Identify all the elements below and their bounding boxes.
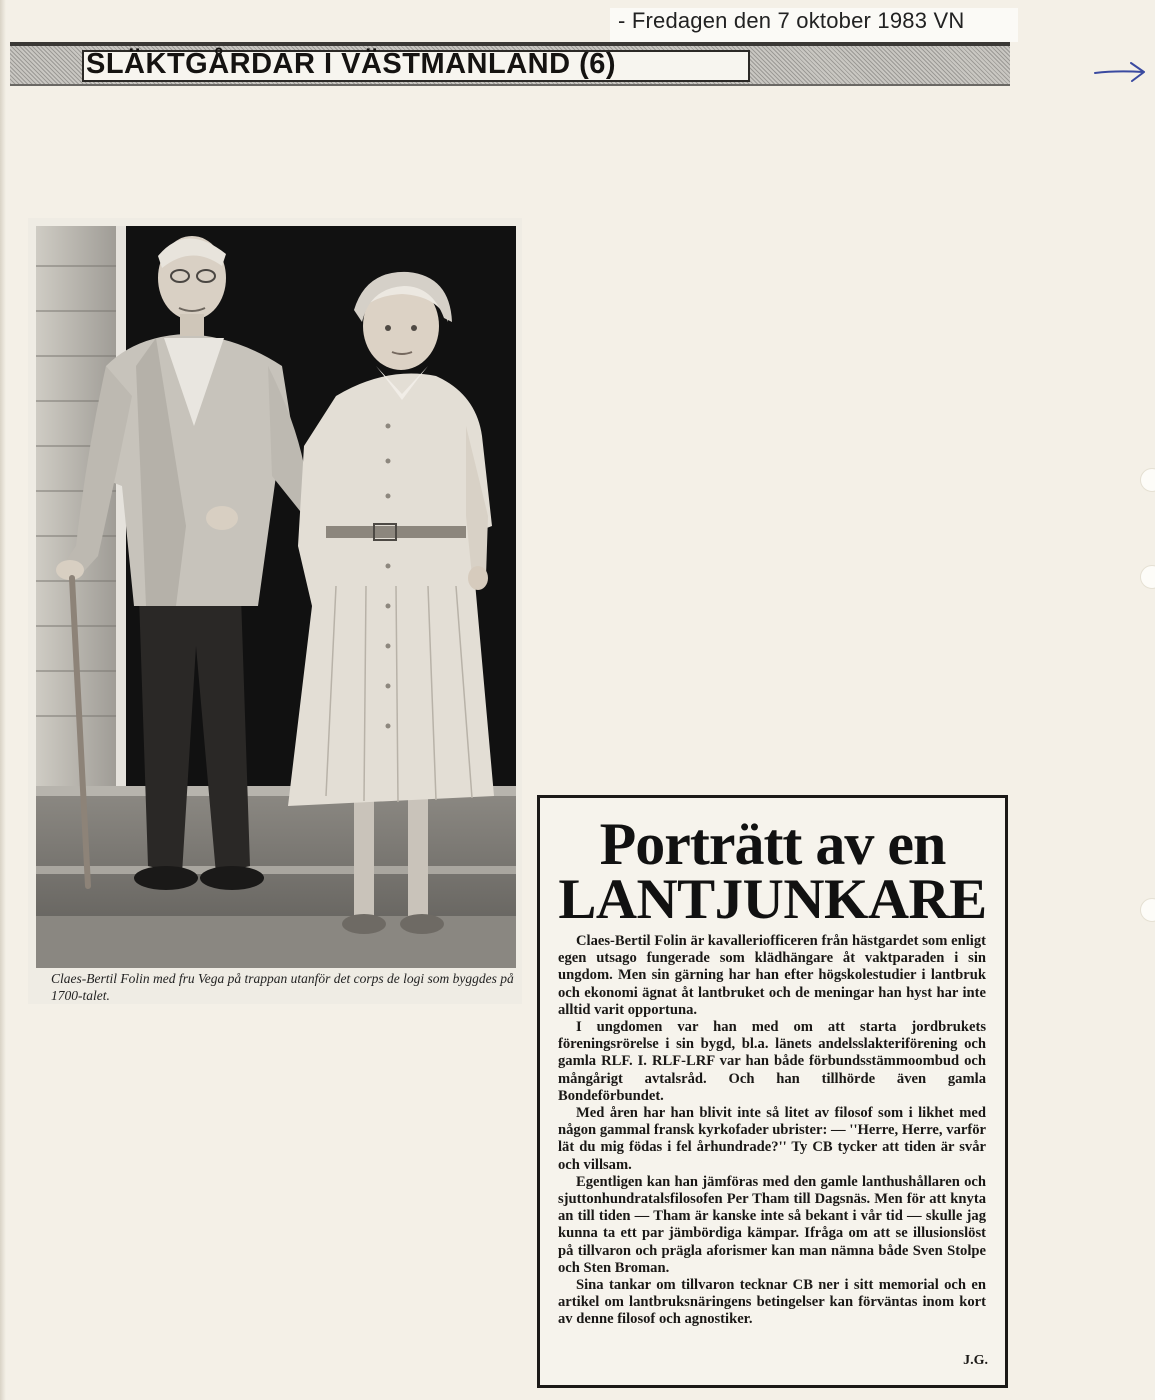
punch-hole [1140, 468, 1155, 492]
page-edge [0, 0, 6, 1400]
article-paragraph: Claes-Bertil Folin är kavalleriofficeren från hästgardet som enligt egen utsago fungerade som klädhängare åt vaktparaden i sin ungdom. Men sin gärning har han efter högskolestudier i lantbruk och ekonomi ägnat åt lantbruket och de meningar han hyst har inte alltid varit opportuna. [558, 933, 986, 1018]
article-paragraph: Egentligen kan han jämföras med den gamle lanthushållaren och sjuttonhundratalsfilosofen Per Tham till Dagsnäs. Men för att knyta an till tiden — Tham är kanske inte så bekant i vår tid — skulle jag kunna ta ett par jämbördiga kämpar. Ifråga om att se illusionslöst på tillvaron och prägla aforismer kan man nämna både Sven Stolpe och Sten Broman. [558, 1173, 986, 1276]
article-body [558, 933, 986, 1329]
photo-image [36, 226, 516, 968]
byline: J.G. [963, 1353, 988, 1368]
dateline: - Fredagen den 7 oktober 1983 VN [618, 8, 965, 33]
couple-photo [36, 226, 516, 968]
article-paragraph: I ungdomen var han med om att starta jordbrukets föreningsrörelse i sin bygd, bl.a. länets andelsslakteriförening och gamla RLF. I. RLF-LRF var han både förbundsstämmoombud och mångårigt avtalsråd. Och han tillhörde även gamla Bondeförbundet. [558, 1019, 986, 1104]
punch-hole [1140, 565, 1155, 589]
punch-hole [1140, 898, 1155, 922]
headline-line-1: Porträtt av en [599, 811, 946, 877]
article-paragraph: Sina tankar om tillvaron tecknar CB ner i sitt memorial och en artikel om lantbruksnäringens betingelser kan förväntas inom kort av denne filosof och agnostiker. [558, 1277, 986, 1328]
headline-line-2: LANTJUNKARE [558, 868, 987, 931]
handwritten-arrow-icon [1093, 58, 1149, 86]
series-title: SLÄKTGÅRDAR I VÄSTMANLAND (6) [86, 48, 617, 80]
photo-caption: Claes-Bertil Folin med fru Vega på trappan utanför det corps de logi som byggdes på 1700-talet. [51, 971, 514, 1003]
article-paragraph: Med åren har han blivit inte så litet av filosof som i likhet med någon gammal fransk kyrkofader ubrister: — ''Herre, Herre, varför lät du mig födas i fel århundrade?'' Ty CB tycker att tiden är svår och villsam. [558, 1105, 986, 1173]
